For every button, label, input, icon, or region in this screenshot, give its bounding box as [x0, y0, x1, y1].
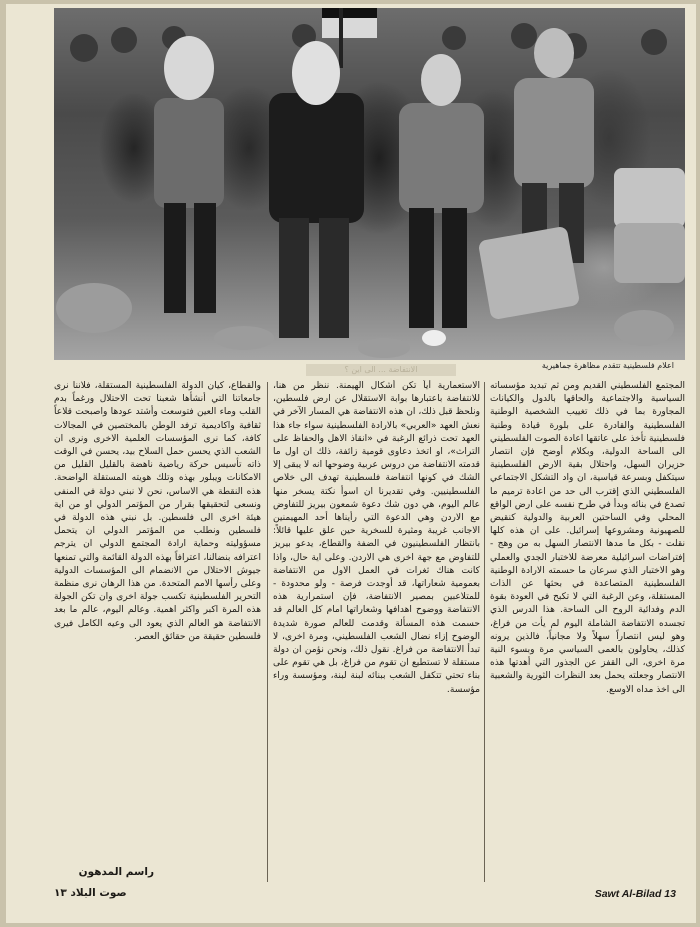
magazine-page	[6, 4, 696, 923]
footer-latin-page: Sawt Al-Bilad 13	[594, 888, 676, 900]
article-subheading: الانتفاضة ... الى اين ؟	[306, 364, 456, 376]
column-right-text: المجتمع الفلسطيني القديم ومن ثم تبديد مؤسساته السياسية والاجتماعية والحاقها بالدول والكيانات المجاورة بما في ذلك تغييب الشخصية الوطنية الفلسطينية والقادرة على بلورة قيادة وطنية فلسطينية تأخذ على عاتقها اعادة الصوت الفلسطيني الى الساحة الدولية، وبكلام أوضح فإن انتصار حزيران السهل، واحتلال بقية الارض الفلسطينية سيتكفل وبسرعة قياسية، ان واد التشكل الاجتماعي الفلسطيني الذي إقترب الى حد من اعادة ترميم ما تصدع في بنائه وبدأ في طرح نفسه على ارض الواقع المحلي وفي الساحتين العربية والدولية كنقيض للصهيونية ومشروعها إسرائيل. على ان هذه كلها نقلت - بكل ما مدها الانتصار السهل به من وهج - إفتراضات اسرائيلية معرضة للاختبار الجدي والعملي وهو الاختبار الذي سرعان ما حسمته الارادة الوطنية الفلسطينية المتصاعدة في بحثها عن الذات المستقلة، وعن الرغبة التي لا تكبح في العودة بقوة الدم وفدائية الروح الى الساحة. هذا الدرس الذي تجسده الانتفاضة الشاملة اليوم لم يأت من فراغ، وهو ليس انتصاراً سهلاً ولا مجانياً، فالذين يرونه كذلك، يحاولون بالعمى السياسي مرة وبسوء النية مرة اخرى، الى القفز عن الجذور التي أهدتها هذه الانتصار وجعلته يحمل بعد النظرات الثورية والشعبية الى اخذ مداه الاوسع.	[490, 381, 685, 695]
protest-scene-illustration	[54, 8, 685, 360]
column-middle-text: الاستعمارية أياً تكن أشكال الهيمنة. ننظر من هنا، للانتفاضة باعتبارها بوابة الاستقلال عن ارض فلسطين، ونلحظ قبل ذلك، ان هذه الانتفاضة هي المسار الآخر في نعش العهد «العربي» بالارادة الفلسطينية سواء جاء هذا العهد تحت ذرائع الرغبة في «انقاذ الاهل والحفاظ على التراث»، او اتخذ دعاوى قومية زائفة، ذلك ان اول ما قدمته الانتفاضة من دروس عربية وضوحها انه لا يبقى إلا الشك في كونها انتفاضة فلسطينية تهدف الى خلاص الفلسطينيين. وفي تقديرنا ان اسوأ نكتة يسخر منها عالم اليوم، هي دون شك دعوة شمعون بيريز للتفاوض مع الاردن وهي الدعوة التي رأيناها أحد المهيمنين الاجانب غريبة ومثيرة للسخرية حين علق عليها قائلاً: بانتظار الفلسطينيون في الضفة والقطاع، يدعو بيريز للتفاوض مع جهة اخرى هي الاردن. وعلى اية حال، واذا كانت هناك ثغرات في العمل الاول من الانتفاضة بعمومية شعاراتها، قد أوجدت فرصة - ولو محدودة - للمتلاعبين بمصير الانتفاضة، فإن استمرارية هذه الانتفاضة ووضوح اهدافها وشعاراتها امام كل العالم قد حسمت هذه المسألة وقدمت للعالم صورة شديدة الوضوح إزاء نضال الشعب الفلسطيني، ومرة اخرى، لا تبدأ الانتفاضة من فراغ. نقول ذلك، ونحن نؤمن ان دولة مستقلة لا تستطيع ان تقوم من فراغ، بل هي تقوم على بناء تحتي تتكفل الشعب ببنائه لبنة لبنة، ومؤسسة وراء مؤسسة.	[273, 381, 480, 695]
footer-arabic-page: صوت البلاد ١٣	[54, 887, 127, 899]
column-left-text: والقطاع، كيان الدولة الفلسطينية المستقلة، فلاننا نرى جامعاتنا التي أنشأها شعبنا تحت الاحتلال ورغماً بدم القلب وماء العين فتوسعت وأشتد عودها واصبحت قلاعاً ثقافية واكاديمية ترفد الوطن بالمختصين في المجالات كافة، كما نرى المؤسسات العلمية الاخرى ونرى ان الشعب الذي يحسن حمل السلاح بيد، يحسن في الوقت ذاته تأسيس حركة رياضية ناهضة بالقليل القليل من الامكانات ويبلور بهذه وتلك هويته المستقلة الواضحة. هذه النقطة هي الاساس، نحن لا نبني دولة في المنفى ونسعى لتحقيقها بقرار من المؤتمر الدولي او من اية هيئة اخرى الى فلسطين. بل نبني هذه الدولة في فلسطين ونطلب من المؤتمر الدولي ان يتحمل مسؤوليته وحماية ارادة المجتمع الدولي ان يترجم اعترافه بنضالنا، اعترافاً بهذه الدولة القائمة والتي تمنعها جيوش الاحتلال من الانضمام الى المؤسسات الدولية وعلى رأسها الامم المتحدة. من هذا الرهان نرى منظمة التحرير الفلسطينية تكسب جولة اخرى وان تكن الجولة هذه المرة اكبر واكثر اهمية. وعالم اليوم، عالم ما بعد الانتفاضة هو العالم الذي يعود الى وعيه الكامل فيرى فلسطين حقيقة من حقائق العصر.	[54, 381, 261, 642]
column-divider	[267, 382, 268, 882]
column-divider	[484, 382, 485, 882]
article-column-left	[54, 380, 261, 880]
article-column-right	[490, 380, 685, 880]
author-name: راسم المدهون	[78, 866, 154, 878]
article-column-middle	[273, 380, 480, 880]
photo-caption: اعلام فلسطينية تتقدم مظاهرة جماهيرية	[541, 361, 674, 370]
protest-photo	[54, 8, 685, 360]
